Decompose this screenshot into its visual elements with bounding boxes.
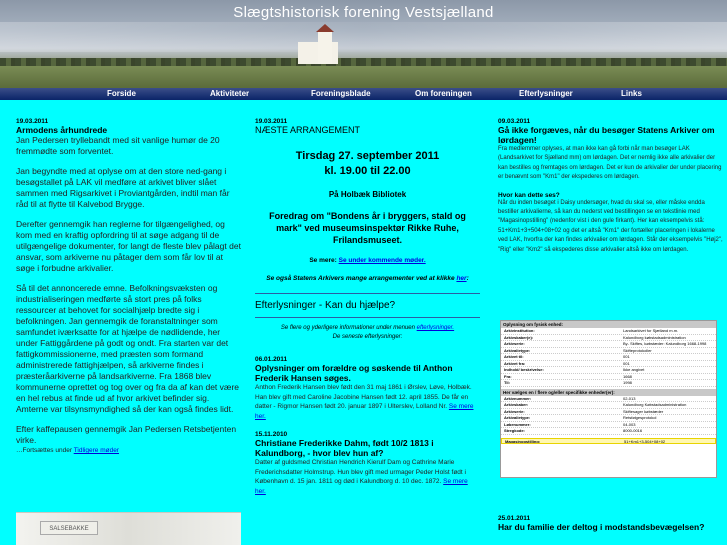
- form-row-label: Arkivet til:: [504, 354, 524, 359]
- form-row: [501, 380, 716, 387]
- nav-foreningsblade[interactable]: Foreningsblade: [311, 89, 371, 98]
- form-magasin-label: Magasinopstilling:: [505, 438, 541, 444]
- form-row-value: 8000-0016: [623, 428, 643, 433]
- article-paragraph: Derefter gennemgik han reglerne for tilgængelighed, og kom med en kraftig opfordring til at søge adgang til de utilgængelige dokumenter, for langt de fleste blev pålagt det ansvar, som arkiverne nu påtager dem som får lov til at søge i forbudne arkivalier.: [16, 219, 241, 273]
- article-paragraph: Efter kaffepausen gennemgik Jan Pedersen Retsbetjenten virke.: [16, 424, 237, 445]
- inquiry-link[interactable]: Se mere her.: [255, 478, 468, 495]
- form-row-value: Kalundborg købstadsadministration: [623, 334, 686, 340]
- form-row-value: Skiftesager købstæder: [623, 408, 664, 414]
- form-row-label: Fra:: [504, 373, 512, 379]
- inquiry-title: Oplysninger om forældre og søskende til Anthon Frederik Hansen søges.: [255, 363, 453, 383]
- form-row-label: Arkivskaber(e):: [504, 334, 534, 340]
- kommende-moder-link[interactable]: Se under kommende møder.: [338, 257, 426, 264]
- event-venue: På Holbæk Bibliotek: [328, 190, 407, 199]
- form-row-value: 02-013: [623, 395, 636, 401]
- event-lecture: Foredrag om "Bondens år i bryggers, stald og mark" ved museumsinspektør Rikke Ruhe, Frilandsmuseet.: [269, 211, 466, 245]
- form-row-label: Arkivserie:: [504, 341, 525, 346]
- article-paragraph: Jan begyndte med at oplyse om at den store ned-gang i besøgstallet på LAK vil medføre at arkivet bliver slået sammen med Rigsarkivet i Proviantgården, indtil man får råd til at flytte til Kalvebod Brygge.: [16, 166, 230, 209]
- church-roof: [316, 24, 334, 32]
- events-column: 19.03.2011 NÆSTE ARRANGEMENT Tirsdag 27. september 2011 kl. 19.00 til 22.00 På Holbæk Bibliotek Foredrag om "Bondens år i bryggers, stald og mark" ved museumsinspektør Rikke Ruhe, Frilandsmuseet. Se mere: Se under kommende møder. Se også Statens Arkivers mange arrangementer ved at klikke her: Efterlysninger - Kan du hjælpe? Se flere og yderligere informationer under menuen efterlysninger. De seneste efterlysninger: 06.01.2011 Oplysninger om forældre og søskende til Anthon Frederik Hansen søges. Anthon Frederik Hansen blev født den 31 maj 1861 i Ørslev, Løve, Holbæk. Han blev gift med Caroline Jacobine Hansen født 12. april 1855. De får en datter - Rigmor Hansen født 20. januar 1897 i Ulterslev, Lolland Nr. Se mere her. 15.11.2010 Christiane Frederikke Dahm, født 10/2 1813 i Kalundborg, - hvor blev hun af? Datter af guldsmed Christian Hendrich Kierulf Dam og Cathrine Marie Frederichsdatter Holmstrup. Hun blev gift med urmager Peder Holst født i København d. 15 jan. 1811 og død i Kalundborg d. 10 dec. 1872. Se mere her.: [255, 100, 480, 545]
- church-tower: [318, 30, 332, 64]
- nav-forside[interactable]: Forside: [107, 89, 136, 98]
- nav-om-foreningen[interactable]: Om foreningen: [415, 89, 472, 98]
- form-row-label: Arkivet fra:: [504, 360, 526, 366]
- tidligere-moder-link[interactable]: Tidligere møder: [73, 447, 119, 454]
- form-row-label: Arkivnummer:: [504, 395, 532, 401]
- form-row-value: 1668: [623, 373, 632, 379]
- form-row-label: Arkivinstitution:: [504, 328, 535, 333]
- event-post-date: 19.03.2011: [255, 118, 288, 125]
- article-date: 19.03.2011: [16, 118, 49, 125]
- notice-question: Hvor kan dette ses?: [498, 191, 560, 199]
- form-magasin-value: 51+Km1+3-504+08+02: [624, 438, 666, 444]
- inquiry-link[interactable]: Se mere her.: [255, 403, 474, 420]
- see-more-label: Se mere:: [309, 257, 337, 264]
- efterlys-latest: De seneste efterlysninger:: [332, 334, 403, 340]
- form-row-label: Løbenummer:: [504, 421, 531, 427]
- header-banner: [0, 0, 727, 88]
- banner-field: [0, 66, 727, 88]
- form-row: [501, 428, 716, 435]
- banner-clouds: [0, 22, 727, 52]
- notice-headline: Har du familie der deltog i modstandsbevægelsen?: [498, 522, 705, 532]
- archive-link[interactable]: her: [456, 275, 467, 282]
- form-row-label: Arkivalietype:: [504, 415, 531, 420]
- nav-efterlysninger[interactable]: Efterlysninger: [519, 89, 573, 98]
- form-row-value: Ikke angivet: [623, 367, 645, 372]
- form-row-value: Retsfølgesprotokol: [623, 415, 657, 420]
- efterlysninger-heading: Efterlysninger - Kan du hjælpe?: [255, 300, 396, 311]
- inquiry-date: 15.11.2010: [255, 431, 288, 438]
- news-column: [16, 100, 241, 545]
- inquiry-date: 06.01.2011: [255, 356, 288, 363]
- magasinopstilling-row: [501, 438, 716, 445]
- article-photo: [16, 512, 241, 545]
- form-header: Oplysning om fysisk enhed:: [501, 321, 716, 328]
- form-row-value: Kalundborg Købstadsadministration: [623, 402, 687, 407]
- site-title: Slægtshistorisk forening Vestsjælland: [233, 4, 494, 21]
- notice-headline: Gå ikke forgæves, når du besøger Statens Arkiver om lørdagen!: [498, 125, 715, 145]
- form-row-label: Arkivalietype:: [504, 347, 531, 353]
- form-section-header: Her vælges en / flere og/eller specifikke enheder(er):: [501, 389, 716, 396]
- notice-paragraph: Fra medlemmer oplyses, at man ikke kan gå forbi når man besøger LAK (Landsarkivet for Sjælland mm) om lørdagen. Det er nemlig ikke alle arkivalier der kan bestilles og fremtages om lørdagen. Det er kun de arkivalier der under placering er benævnt som "Km1" der ekspederes om lørdagen.: [498, 146, 722, 181]
- daisy-order-form-screenshot: [500, 320, 717, 478]
- archive-note: Se også Statens Arkivers mange arrangementer ved at klikke: [266, 275, 455, 282]
- form-row-label: Arkivskaber:: [504, 402, 529, 407]
- photo-sign: SALSEBAKKE: [40, 521, 98, 535]
- read-more-line: [16, 446, 241, 455]
- section-divider: [255, 293, 480, 294]
- article-paragraph: Så til det annoncerede emne. Befolkningsvæksten og industrialiseringen medførte så stort pres på folks ressourcer at behovet for socialhjælp bredte sig i befolkningen. Jan gennemgik de foranstaltninger som samfundet iværksatte for at hjælpe de nødlidende, her under Fattiggårdene på godt og ondt. Fra starten var det fattigkommissionerne, med præsten som formand administrerede fattighjælpen, så arkiverne findes i præsteråarkiverne på landsarkiverne. Fra 1868 blev kommunerne oprettet og tog over og fra da af kan det være en hel rebus at finde ud af hvor arkivet befinder sig. Amterne var tilsynsmyndighed så der kan også findes lidt.: [16, 283, 240, 414]
- nav-aktiviteter[interactable]: Aktiviteter: [210, 89, 250, 98]
- article-headline: Armodens århundrede: [16, 125, 108, 135]
- form-row-value: 001: [623, 354, 630, 359]
- inquiry-text: Anthon Frederik Hansen blev født den 31 maj 1861 i Ørslev, Løve, Holbæk. Han blev gift med Caroline Jacobine Hansen født 12. april 1855. De får en datter - Rigmor Hansen født 20. januar 1897 i Ulterslev, Lolland Nr.: [255, 384, 472, 410]
- form-row-label: Arkivserie:: [504, 408, 525, 414]
- read-more-prefix: …Fortsættes under: [16, 447, 72, 454]
- form-row-value: By- Skiftes, købstæder: Kalundborg 1668-1998: [623, 341, 707, 346]
- form-row-value: 04-003: [623, 421, 636, 427]
- notice-date: 25.01.2011: [498, 515, 531, 522]
- article-paragraph: Jan Pedersen tryllebandt med sit vanlige humør de 20 fremmødte som forventet.: [16, 135, 220, 156]
- next-event-heading: NÆSTE ARRANGEMENT: [255, 125, 361, 135]
- notice-column-bottom: [498, 511, 723, 545]
- form-row-value: Landsarkivet for Sjælland m.m.: [623, 328, 679, 333]
- notice-paragraph: Når du inden besøget i Daisy undersøger, hvad du skal se, eller måske endda bestiller arkivalierne, så kan du nederst ved bestillingen se en tekstlinie med "Magasinopstilling" (nedenfor vist i den gule firkant). Her kan eksempelvis stå: 51+Km1+3+504+08+02 og det er altså "Km1" der fortæller placeringen i lokalerne ved LAK, hvorfra der kan findes arkivalier om lørdagen. Står der eksempelvis "Høj2", "Rig" eller "Km2" så ekspederes disse arkivalier altså ikke om lørdagen.: [498, 199, 723, 253]
- form-row-value: 1998: [623, 380, 632, 385]
- section-divider: [255, 317, 480, 318]
- form-row-label: Til:: [504, 380, 510, 385]
- inquiry-text: Datter af guldsmed Christian Hendrich Kierulf Dam og Cathrine Marie Frederichsdatter Holmstrup. Hun blev gift med urmager Peder Holst født i København d. 15 jan. 1811 og død i Kalundborg d. 10 dec. 1872.: [255, 459, 466, 485]
- nav-links[interactable]: Links: [621, 89, 642, 98]
- efterlys-intro: Se flere og yderligere informationer under menuen: [280, 325, 415, 331]
- form-row-value: Skifteprotokoller: [623, 347, 652, 353]
- event-time: kl. 19.00 til 22.00: [324, 165, 411, 177]
- notice-date: 09.03.2011: [498, 118, 531, 125]
- event-date: Tirsdag 27. september 2011: [295, 150, 440, 162]
- form-row-value: 001: [623, 360, 630, 366]
- efterlysninger-link[interactable]: efterlysninger.: [416, 325, 455, 331]
- form-row-label: Stregkode:: [504, 428, 525, 433]
- form-row-label: Indhold/ beskrivelse:: [504, 367, 544, 372]
- inquiry-title: Christiane Frederikke Dahm, født 10/2 1813 i Kalundborg, - hvor blev hun af?: [255, 438, 434, 458]
